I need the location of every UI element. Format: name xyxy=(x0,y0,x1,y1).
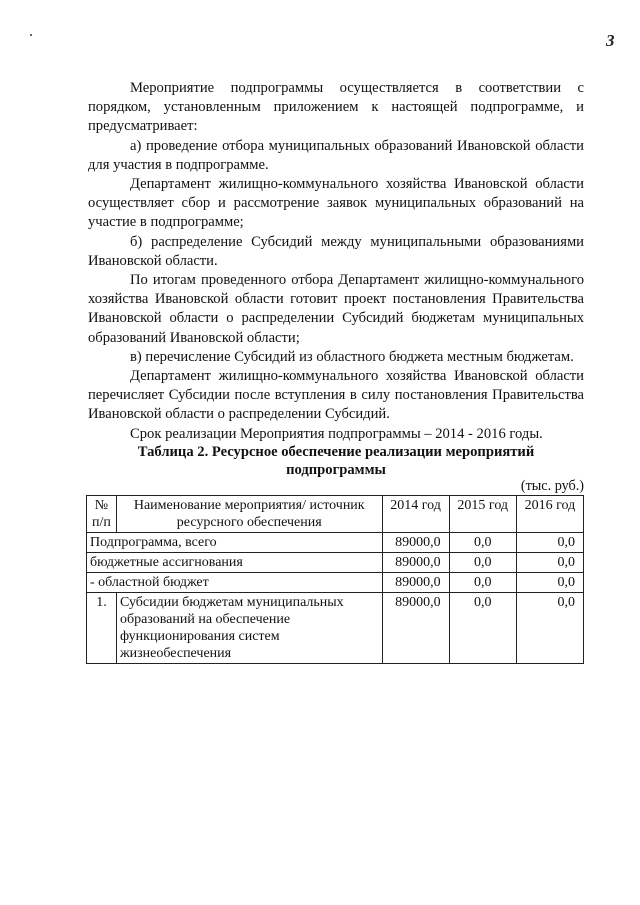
header-2015: 2015 год xyxy=(449,496,516,533)
paragraph: По итогам проведенного отбора Департамент жилищно-коммунального хозяйства Ивановской области готовит проект постановления Правительства Ивановской области о распределении Субсидий бюджетам муниципальных образований Ивановской области; xyxy=(88,272,584,346)
header-name: Наименование мероприятия/ источник ресурсного обеспечения xyxy=(116,496,382,533)
item-value-2016: 0,0 xyxy=(516,593,583,664)
item-num: 1. xyxy=(87,593,117,664)
item-value-2015: 0,0 xyxy=(449,593,516,664)
row-value-2016: 0,0 xyxy=(516,533,583,553)
row-value-2015: 0,0 xyxy=(449,553,516,573)
row-value-2014: 89000,0 xyxy=(382,573,449,593)
table-title: Таблица 2. Ресурсное обеспечение реализации мероприятий подпрограммы xyxy=(137,444,535,478)
paragraph: в) перечисление Субсидий из областного бюджета местным бюджетам. xyxy=(130,348,574,365)
paragraph: б) распределение Субсидий между муниципальными образованиями Ивановской области. xyxy=(88,233,584,269)
item-name: Субсидии бюджетам муниципальных образований на обеспечение функционирования систем жизнеобеспечения xyxy=(116,593,382,664)
row-value-2015: 0,0 xyxy=(449,573,516,593)
resource-table xyxy=(86,495,584,664)
row-value-2014: 89000,0 xyxy=(382,553,449,573)
row-value-2014: 89000,0 xyxy=(382,533,449,553)
paragraph: Департамент жилищно-коммунального хозяйства Ивановской области перечисляет Субсидии после вступления в силу постановления Правительства Ивановской области о распределении Субсидий. xyxy=(88,368,584,423)
page-number: 3 xyxy=(606,31,615,50)
header-num: № п/п xyxy=(87,496,117,533)
row-name: - областной бюджет xyxy=(87,573,383,593)
table-units: (тыс. руб.) xyxy=(520,478,584,494)
paragraph: Мероприятие подпрограммы осуществляется в соответствии с порядком, установленным приложением к настоящей подпрограмме, и предусматривает: xyxy=(88,80,584,135)
row-value-2016: 0,0 xyxy=(516,573,583,593)
table-row xyxy=(87,573,584,593)
document-body xyxy=(88,79,584,444)
row-name: Подпрограмма, всего xyxy=(87,533,383,553)
paragraph: Срок реализации Мероприятия подпрограммы – 2014 - 2016 годы. xyxy=(130,425,543,442)
row-value-2016: 0,0 xyxy=(516,553,583,573)
header-2014: 2014 год xyxy=(382,496,449,533)
table-row xyxy=(87,553,584,573)
paragraph: Департамент жилищно-коммунального хозяйства Ивановской области осуществляет сбор и рассмотрение заявок муниципальных образований на участие в подпрограмме; xyxy=(88,176,584,231)
item-value-2014: 89000,0 xyxy=(382,593,449,664)
header-2016: 2016 год xyxy=(516,496,583,533)
scan-speck xyxy=(30,34,32,36)
row-name: бюджетные ассигнования xyxy=(87,553,383,573)
paragraph: а) проведение отбора муниципальных образований Ивановской области для участия в подпрограмме. xyxy=(88,137,584,173)
row-value-2015: 0,0 xyxy=(449,533,516,553)
table-row xyxy=(87,533,584,553)
table-item-row xyxy=(87,593,584,664)
table-header-row xyxy=(87,496,584,533)
